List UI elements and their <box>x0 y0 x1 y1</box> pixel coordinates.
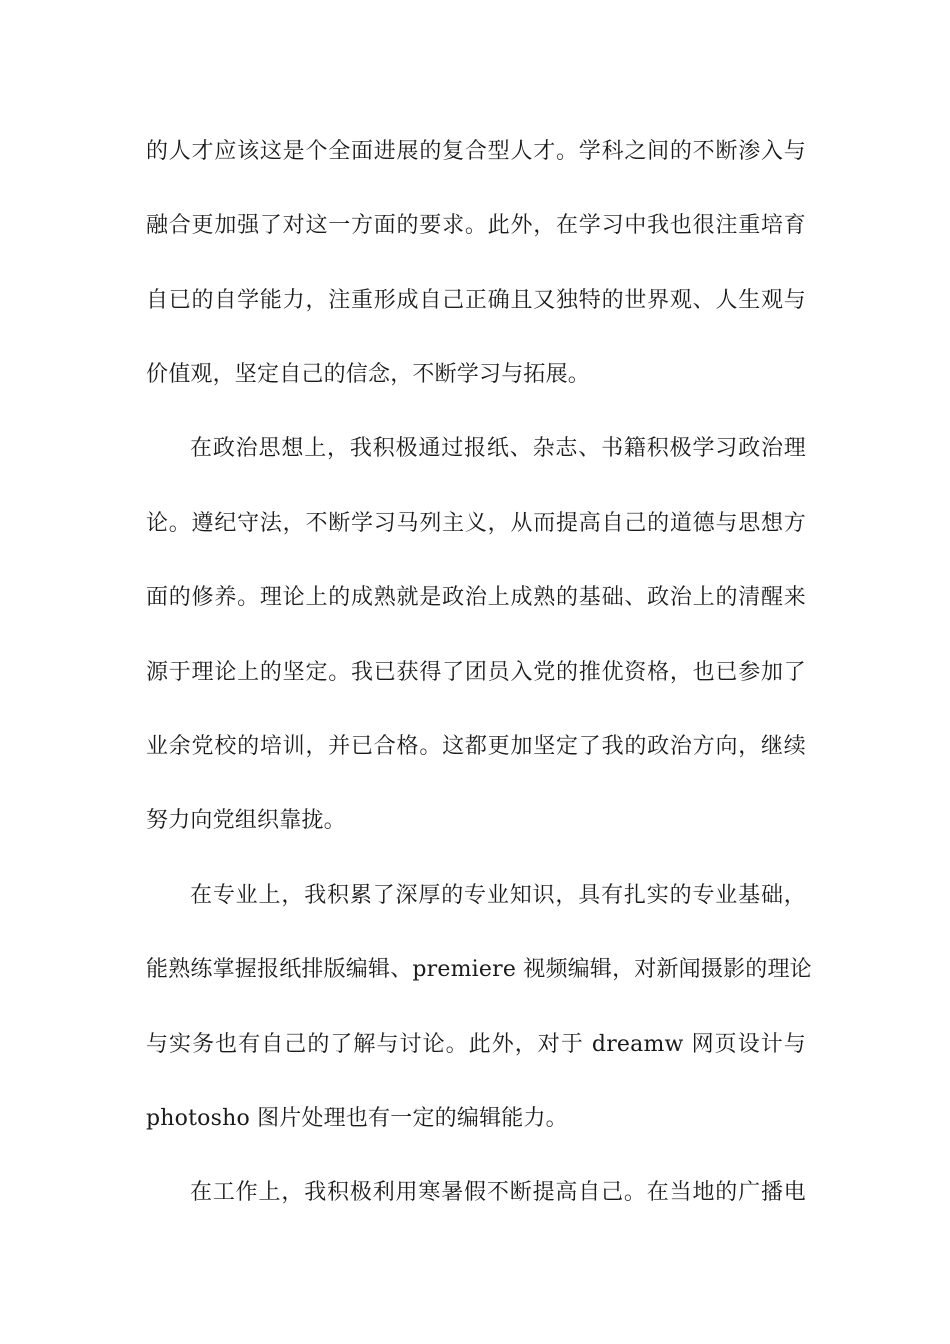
text-line: 融合更加强了对这一方面的要求。此外，在学习中我也很注重培育 <box>146 213 806 238</box>
text-line: 自已的自学能力，注重形成自己正确且又独特的世界观、人生观与 <box>146 288 806 313</box>
text-line: 努力向党组织靠拢。 <box>146 808 346 833</box>
text-line: 与实务也有自己的了解与讨论。此外，对于 dreamw 网页设计与 <box>146 1032 806 1057</box>
text-line: 业余党校的培训，并已合格。这都更加坚定了我的政治方向，继续 <box>146 734 806 759</box>
text-line: 能熟练掌握报纸排版编辑、premiere 视频编辑，对新闻摄影的理论 <box>146 957 812 982</box>
text-line: 的人才应该这是个全面进展的复合型人才。学科之间的不断渗入与 <box>146 139 806 164</box>
text-line: photosho 图片处理也有一定的编辑能力。 <box>146 1106 568 1131</box>
paragraph-first-line: 在工作上，我积极利用寒暑假不断提高自己。在当地的广播电 <box>190 1180 806 1205</box>
text-line: 面的修养。理论上的成熟就是政治上成熟的基础、政治上的清醒来 <box>146 585 806 610</box>
text-line: 价值观，坚定自己的信念，不断学习与拓展。 <box>146 362 591 387</box>
text-line: 源于理论上的坚定。我已获得了团员入党的推优资格，也已参加了 <box>146 660 806 685</box>
paragraph-first-line: 在政治思想上，我积极通过报纸、杂志、书籍积极学习政治理 <box>190 436 806 461</box>
paragraph-first-line: 在专业上，我积累了深厚的专业知识，具有扎实的专业基础， <box>190 883 806 908</box>
text-line: 论。遵纪守法，不断学习马列主义，从而提高自己的道德与思想方 <box>146 511 806 536</box>
